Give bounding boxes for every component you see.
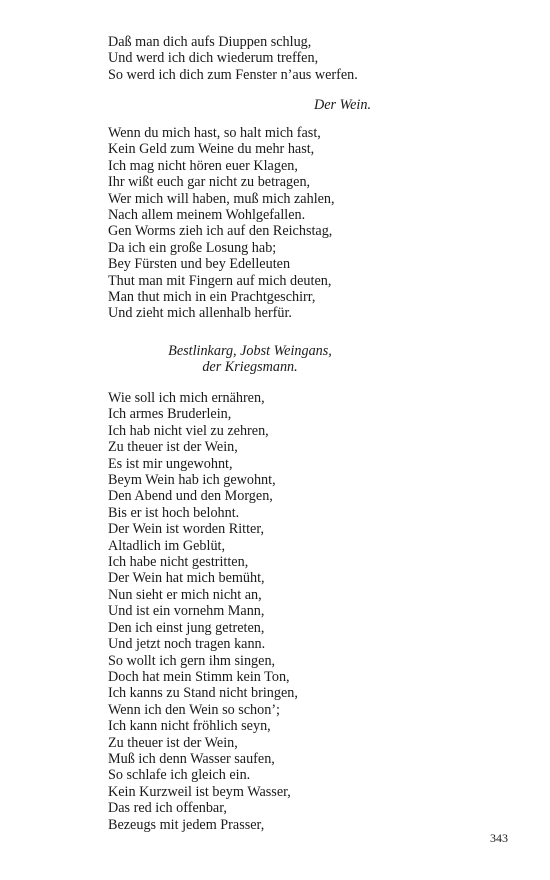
verse-line: Zu theuer ist der Wein,	[108, 439, 238, 456]
stanza-continuation	[108, 34, 358, 83]
section-heading-bestlinkarg	[108, 343, 392, 376]
verse-line: So werd ich dich zum Fenster n’aus werfen.	[108, 66, 358, 83]
verse-line: Den Abend und den Morgen,	[108, 488, 273, 505]
verse-line: Thut man mit Fingern auf mich deuten,	[108, 272, 332, 289]
verse-line: Da ich ein große Losung hab;	[108, 239, 277, 256]
verse-line: Den ich einst jung getreten,	[108, 619, 265, 636]
verse-line: Das red ich offenbar,	[108, 800, 227, 817]
verse-line: Ich mag nicht hören euer Klagen,	[108, 157, 298, 174]
verse-line: So schlafe ich gleich ein.	[108, 767, 251, 784]
stanza-der-wein	[108, 125, 335, 322]
verse-line: Doch hat mein Stimm kein Ton,	[108, 668, 290, 685]
verse-line: Nach allem meinem Wohlgefallen.	[108, 207, 306, 224]
verse-line: Ihr wißt euch gar nicht zu betragen,	[108, 174, 311, 191]
verse-line: Muß ich denn Wasser saufen,	[108, 750, 275, 767]
verse-line: Der Wein ist worden Ritter,	[108, 521, 265, 538]
verse-line: Ich armes Bruderlein,	[108, 406, 232, 423]
verse-line: Gen Worms zieh ich auf den Reichstag,	[108, 223, 333, 240]
verse-line: Wie soll ich mich ernähren,	[108, 390, 265, 406]
verse-line: Man thut mich in ein Prachtgeschirr,	[108, 289, 316, 306]
verse-line: Und jetzt noch tragen kann.	[108, 636, 266, 653]
verse-line: Ich kanns zu Stand nicht bringen,	[108, 685, 298, 702]
verse-line: Und werd ich dich wiederum treffen,	[108, 50, 319, 67]
heading-line-speaker: Bestlinkarg, Jobst Weingans,	[168, 343, 332, 359]
verse-line: Wenn ich den Wein so schon’;	[108, 701, 281, 718]
verse-line: Und ist ein vornehm Mann,	[108, 603, 265, 620]
verse-line: Und zieht mich allenhalb herfür.	[108, 305, 292, 322]
section-heading-der-wein: Der Wein.	[313, 97, 371, 113]
verse-line: Wenn du mich hast, so halt mich fast,	[108, 125, 321, 141]
verse-line: Kein Kurzweil ist beym Wasser,	[108, 783, 291, 800]
verse-line: Kein Geld zum Weine du mehr hast,	[108, 141, 315, 158]
verse-line: Nun sieht er mich nicht an,	[108, 586, 262, 603]
verse-line: Wer mich will haben, muß mich zahlen,	[108, 190, 335, 207]
verse-line: Ich kann nicht fröhlich seyn,	[108, 718, 271, 735]
verse-line: Der Wein hat mich bemüht,	[108, 570, 265, 587]
verse-line: Es ist mir ungewohnt,	[108, 455, 233, 472]
page-number: 343	[490, 831, 508, 845]
verse-line: Daß man dich aufs Diuppen schlug,	[108, 34, 312, 50]
verse-line: So wollt ich gern ihm singen,	[108, 652, 276, 669]
verse-line: Zu theuer ist der Wein,	[108, 734, 238, 751]
verse-line: Bey Fürsten und bey Edelleuten	[108, 256, 291, 273]
verse-line: Bezeugs mit jedem Prasser,	[108, 816, 265, 833]
verse-line: Bis er ist hoch belohnt.	[108, 504, 240, 521]
verse-line: Altadlich im Geblüt,	[108, 537, 226, 554]
verse-line: Ich hab nicht viel zu zehren,	[108, 422, 269, 439]
verse-line: Beym Wein hab ich gewohnt,	[108, 472, 276, 489]
stanza-kriegsmann	[108, 390, 298, 833]
heading-line-role: der Kriegsmann.	[202, 359, 298, 376]
verse-line: Ich habe nicht gestritten,	[108, 554, 249, 571]
